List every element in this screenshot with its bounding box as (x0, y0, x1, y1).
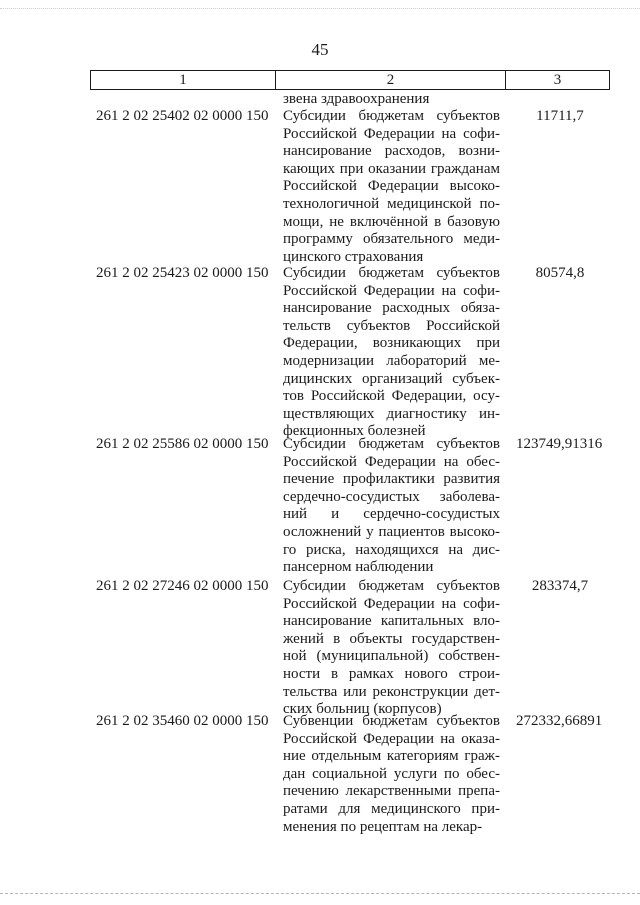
description-line: ратами для медицинского при- (283, 800, 500, 817)
description-line: Федерации, возникающих при (283, 335, 500, 352)
description-line: осложнений у пациентов высоко- (283, 523, 500, 540)
description-line: нансирование расходных обяза- (283, 300, 500, 317)
description-line: го риска, находящихся на дис- (283, 541, 500, 558)
amount-value: 11711,7 (536, 108, 584, 124)
description-line: Российской Федерации на софи- (283, 282, 500, 299)
description-line: нансирование капитальных вло- (283, 613, 500, 630)
description-line: Российской Федерации на софи- (283, 125, 500, 142)
description-line: сердечно-сосудистых заболева- (283, 488, 500, 505)
description-line: Субвенции бюджетам субъектов (283, 713, 500, 729)
description-line: ских больниц (корпусов) (283, 701, 442, 718)
description-line: цинского страхования (283, 248, 424, 265)
description-line: менения по рецептам на лекар- (283, 818, 483, 835)
amount-value: 283374,7 (531, 578, 589, 594)
page-number: 45 (311, 40, 329, 59)
budget-code: 261 2 02 27246 02 0000 150 (96, 578, 269, 594)
description-line: Российской Федерации на оказа- (283, 730, 500, 747)
row-description (283, 713, 500, 836)
description-line: Субсидии бюджетам субъектов (283, 578, 500, 594)
description-line: пансерном наблюдении (283, 559, 434, 576)
description-line: нансирование расходов, возни- (283, 143, 500, 160)
description-line: жений в объекты государствен- (283, 630, 500, 647)
description-line: Российской Федерации на обес- (283, 453, 500, 470)
description-line: Субсидии бюджетам субъектов (283, 436, 500, 452)
description-line: Российской Федерации высоко- (283, 178, 500, 195)
description-line: программу обязательного меди- (283, 231, 500, 248)
amount-value: 80574,8 (535, 265, 585, 281)
scan-bottom-edge (0, 893, 640, 895)
description-line: мощи, не включённой в базовую (283, 213, 500, 230)
continuation-text: звена здравоохранения (283, 91, 430, 107)
row-description (283, 436, 500, 577)
description-line: кающих при оказании гражданам (283, 160, 500, 177)
amount-value: 272332,66891 (516, 713, 603, 729)
description-line: печению лекарственными препа- (283, 783, 500, 800)
description-line: ние отдельным категориям граж- (283, 748, 500, 765)
row-description (283, 578, 500, 719)
description-line: Субсидии бюджетам субъектов (283, 108, 500, 124)
description-line: ществляющих диагностику ин- (283, 405, 500, 422)
description-line: Субсидии бюджетам субъектов (283, 265, 500, 281)
description-line: тов Российской Федерации, осу- (283, 388, 500, 405)
description-line: модернизации лабораторий ме- (283, 352, 500, 369)
row-description (283, 265, 500, 441)
scan-top-edge (0, 8, 640, 10)
budget-code: 261 2 02 35460 02 0000 150 (96, 713, 269, 729)
description-line: тельств субъектов Российской (283, 317, 500, 334)
budget-code: 261 2 02 25402 02 0000 150 (96, 108, 269, 124)
amount-value: 123749,91316 (516, 436, 603, 452)
description-line: Российской Федерации на софи- (283, 595, 500, 612)
description-line: дицинских организаций субъек- (283, 370, 500, 387)
description-line: технологичной медицинской по- (283, 195, 500, 212)
budget-code: 261 2 02 25423 02 0000 150 (96, 265, 269, 281)
description-line: дан социальной услуги по обес- (283, 765, 500, 782)
column-header-3: 3 (553, 71, 562, 88)
description-line: ний и сердечно-сосудистых (283, 506, 500, 523)
row-description (283, 108, 500, 266)
column-header-1: 1 (91, 71, 276, 89)
budget-code: 261 2 02 25586 02 0000 150 (96, 436, 269, 452)
description-line: тельства или реконструкции дет- (283, 683, 500, 700)
description-line: ности в рамках нового строи- (283, 665, 500, 682)
description-line: фекционных болезней (283, 423, 426, 440)
table-header (90, 70, 610, 90)
column-header-2: 2 (276, 71, 506, 89)
description-line: ной (муниципальной) собствен- (283, 648, 500, 665)
description-line: печение профилактики развития (283, 471, 500, 488)
